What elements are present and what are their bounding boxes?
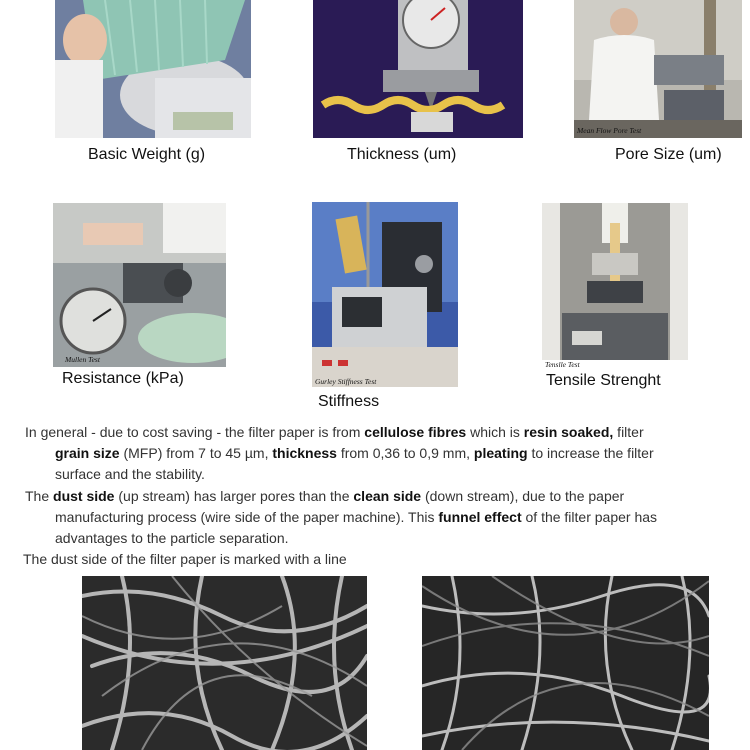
paragraph-dust-side-line-2: manufacturing process (wire side of the paper machine). This funnel effect of the filter paper has <box>55 509 658 525</box>
resistance-photo <box>53 203 226 367</box>
paragraph-dust-side-line-1: The dust side (up stream) has larger pores than the clean side (down stream), due to the paper <box>25 488 625 504</box>
paragraph-dust-side <box>25 486 735 549</box>
stiffness-photo <box>312 202 458 387</box>
resistance-photo-tag: Mullen Test <box>65 355 100 364</box>
clean-side-micrograph <box>422 576 709 750</box>
tensile-photo <box>542 203 688 360</box>
paragraph-dust-side-line-3: advantages to the particle separation. <box>55 530 289 546</box>
paragraph-cellulose-line-3: surface and the stability. <box>55 466 205 482</box>
caption-tensile: Tensile Strenght <box>546 372 661 389</box>
paragraph-cellulose <box>25 422 735 485</box>
basic-weight-photo <box>55 0 251 138</box>
paragraph-marked-line: The dust side of the filter paper is marked with a line <box>23 551 347 567</box>
caption-pore-size: Pore Size (um) <box>615 146 722 163</box>
pore-size-photo <box>574 0 742 138</box>
caption-basic-weight: Basic Weight (g) <box>88 146 206 163</box>
paragraph-cellulose-line-1: In general - due to cost saving - the filter paper is from cellulose fibres which is resin soaked, filter <box>25 424 644 440</box>
dust-side-micrograph <box>82 576 367 750</box>
caption-thickness: Thickness (um) <box>347 146 457 163</box>
pore-size-photo-tag: Mean Flow Pore Test <box>577 126 642 135</box>
tensile-photo-tag: Tenslle Test <box>545 360 580 369</box>
caption-stiffness: Stiffness <box>318 393 380 410</box>
stiffness-photo-tag: Gurley Stiffness Test <box>315 377 377 386</box>
caption-resistance: Resistance (kPa) <box>62 370 184 387</box>
thickness-photo <box>313 0 523 138</box>
paragraph-cellulose-line-2: grain size (MFP) from 7 to 45 µm, thickness from 0,36 to 0,9 mm, pleating to increase the filter <box>55 445 654 461</box>
